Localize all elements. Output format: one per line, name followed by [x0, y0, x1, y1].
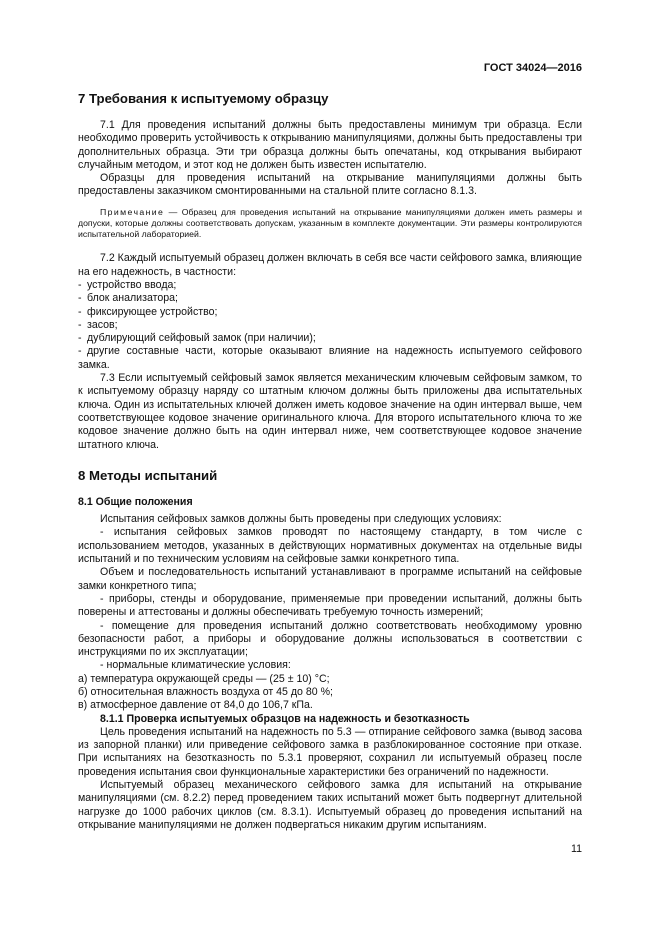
paragraph-7-2: 7.2 Каждый испытуемый образец должен включать в себя все части сейфового замка, влияющие на его надежность, в частности: — [78, 252, 582, 278]
climate-item: а) температура окружающей среды — (25 ± 10) °С; — [78, 672, 330, 685]
climate-item: в) атмосферное давление от 84,0 до 106,7 кПа. — [78, 699, 313, 712]
section-7-heading: 7 Требования к испытуемому образцу — [78, 91, 329, 106]
page-number: 11 — [571, 843, 582, 855]
condition-item-d: - нормальные климатические условия: — [100, 659, 291, 672]
list-item: - фиксирующее устройство; — [78, 305, 218, 318]
list-7-2 — [78, 279, 582, 372]
paragraph-7-3: 7.3 Если испытуемый сейфовый замок является механическим ключевым сейфовым замком, то к испытуемому образцу наряду со штатным ключом должны быть приложены два испытательных ключа. Один из испытательных ключей должен иметь кодовое значение на один интервал выше, чем соответствующее кодовое значение оригинального ключа. Для второго испытательного ключа то же кодовое значение должно быть на один интервал ниже, чем соответствующее кодовое значение штатного ключа. — [78, 372, 582, 451]
condition-item-b: - приборы, стенды и оборудование, применяемые при проведении испытаний, должны быть поверены и аттестованы и должны обеспечивать требуемую точность измерений; — [78, 592, 582, 619]
climate-item: б) относительная влажность воздуха от 45 до 80 %; — [78, 686, 333, 698]
note-label: Примечание — [100, 206, 165, 217]
note-text: — Образец для проведения испытаний на открывание манипуляциями должен иметь размеры и допуски, которые должны соответствовать допускам, указанным в комплекте документации. Эти размеры контролируются испытательной лабораторией. — [78, 206, 582, 240]
list-item: - блок анализатора; — [78, 292, 178, 305]
paragraph-8-1-intro: Испытания сейфовых замков должны быть проведены при следующих условиях: — [100, 513, 502, 526]
subsection-8-1-heading: 8.1 Общие положения — [78, 495, 193, 508]
paragraph-8-1-scope: Объем и последовательность испытаний устанавливают в программе испытаний на сейфовые замки конкретного типа; — [78, 566, 582, 592]
document-id-header: ГОСТ 34024—2016 — [483, 62, 582, 74]
section-8-heading: 8 Методы испытаний — [78, 467, 218, 483]
page-body — [78, 89, 582, 832]
paragraph-7-1-samples: Образцы для проведения испытаний на открывание манипуляциями должны быть предоставлены заказчиком смонтированными на стальной плите согласно 8.1.3. — [78, 172, 582, 198]
list-item: - другие составные части, которые оказывают влияние на надежность испытуемого сейфового замка. — [78, 345, 582, 371]
paragraph-8-1-1-purpose: Цель проведения испытаний на надежность по 5.3 — отпирание сейфового замка (вывод засова из запорной планки) или приведение сейфового замка в разблокированное состояние при отказе. При испытаниях на безотказность по 5.3.1 проверяют, сохранил ли испытуемый образец после проведения испытания свои функциональные характеристики без ограничений по надежности. — [78, 725, 582, 778]
note-block — [78, 207, 582, 241]
paragraph-7-1: 7.1 Для проведения испытаний должны быть предоставлены минимум три образца. Если необходимо проверить устойчивость к открыванию манипуляциями, должны быть предоставлены три дополнительных образца. Эти три образца должны быть опечатаны, код открывания выбирают случайным методом, и этот код не должен быть известен испытателю. — [78, 119, 582, 171]
condition-item-c: - помещение для проведения испытаний должно соответствовать необходимому уровню безопасности работ, а приборы и оборудование должны использоваться в соответствии с инструкциями по их эксплуатации; — [78, 619, 582, 659]
list-item: - устройство ввода; — [78, 278, 177, 291]
list-item: - дублирующий сейфовый замок (при наличии); — [78, 332, 316, 345]
paragraph-8-1-1-manipulation: Испытуемый образец механического сейфового замка для испытаний на открывание манипуляциями (см. 8.2.2) перед проведением таких испытаний может быть подвергнут длительной нагрузке до 1000 рабочих циклов (см. 8.3.1). Испытуемый образец до проведения испытаний на открывание манипуляциями не должен подвергаться никаким другим испытаниям. — [78, 779, 582, 831]
condition-item-a: - испытания сейфовых замков проводят по настоящему стандарту, в том числе с использованием методов, указанных в действующих нормативных документах на отдельные виды испытаний и по техническим условиям на сейфовые замки конкретного типа. — [78, 526, 582, 566]
subsection-8-1-1-heading: 8.1.1 Проверка испытуемых образцов на надежность и безотказность — [100, 712, 470, 725]
list-item: - засов; — [78, 318, 118, 331]
